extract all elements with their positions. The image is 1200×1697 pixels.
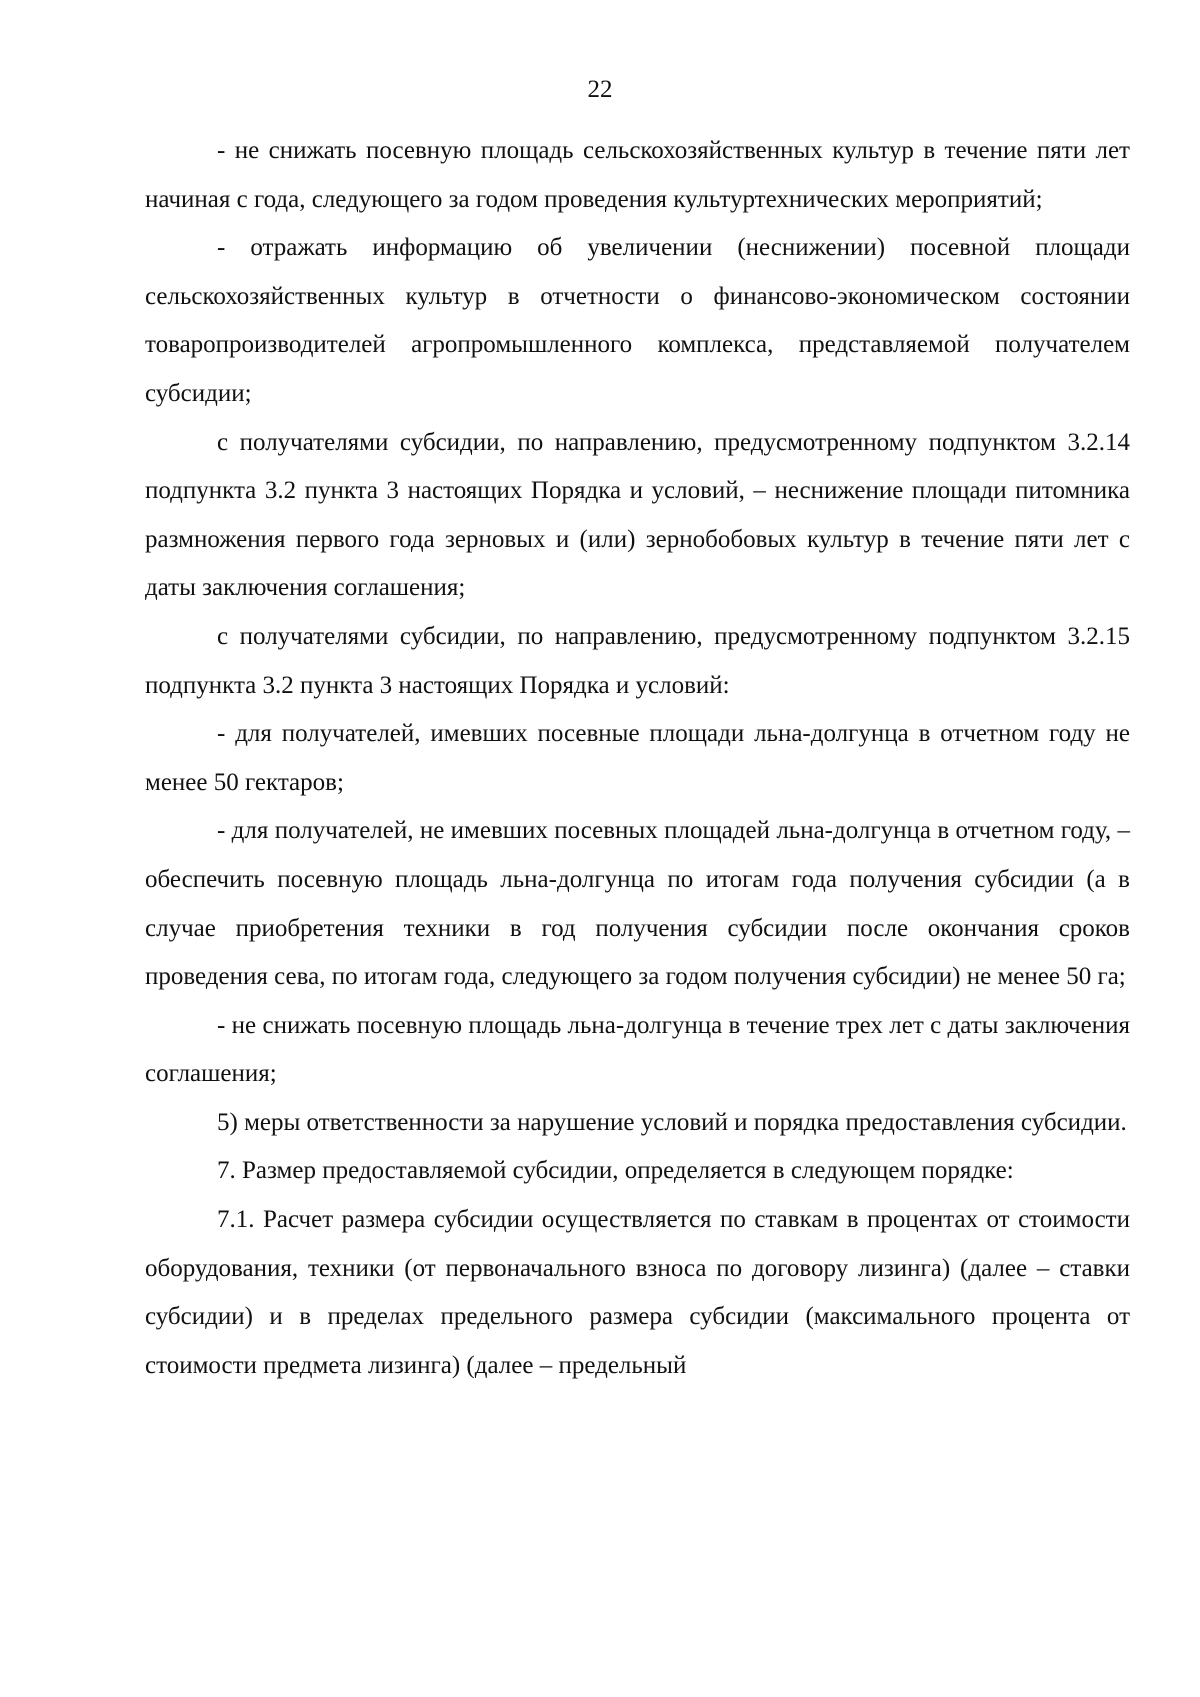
page-number: 22 xyxy=(587,76,613,103)
paragraph-reporting-sowing-area: - отражать информацию об увеличении (неснижении) посевной площади сельскохозяйственных культур в отчетности о финансово-экономическом состоянии товаропроизводителей агропромышленного комплекса, представляемой получателем субсидии; xyxy=(145,234,1130,407)
paragraph-liability-measures: 5) меры ответственности за нарушение условий и порядка предоставления субсидии. xyxy=(217,1108,1127,1136)
paragraph-recipients-with-flax: - для получателей, имевших посевные площади льна-долгунца в отчетном году не менее 50 гектаров; xyxy=(145,720,1130,796)
paragraph-recipients-without-flax: - для получателей, не имевших посевных площадей льна-долгунца в отчетном году, – обеспечить посевную площадь льна-долгунца по итогам года получения субсидии (а в случае приобретения техники в год получения субсидии после окончания сроков проведения сева, по итогам года, следующего за годом получения субсидии) не менее 50 га; xyxy=(145,817,1130,991)
paragraph-subparagraph-3-2-14: с получателями субсидии, по направлению, предусмотренному подпунктом 3.2.14 подпункта 3.2 пункта 3 настоящих Порядка и условий, – неснижение площади питомника размножения первого года зерновых и (или) зернобобовых культур в течение пяти лет с даты заключения соглашения; xyxy=(145,428,1130,602)
paragraph-section-7-subsidy-size: 7. Размер предоставляемой субсидии, определяется в следующем порядке: xyxy=(217,1157,1014,1185)
paragraph-flax-three-years: - не снижать посевную площадь льна-долгунца в течение трех лет с даты заключения соглашения; xyxy=(145,1011,1130,1088)
document-body xyxy=(145,127,1130,1390)
paragraph-section-7-1-calculation: 7.1. Расчет размера субсидии осуществляется по ставкам в процентах от стоимости оборудования, техники (от первоначального взноса по договору лизинга) (далее – ставки субсидии) и в пределах предельного размера субсидии (максимального процента от стоимости предмета лизинга) (далее – предельный xyxy=(145,1206,1130,1379)
paragraph-subparagraph-3-2-15: с получателями субсидии, по направлению, предусмотренному подпунктом 3.2.15 подпункта 3.2 пункта 3 настоящих Порядка и условий: xyxy=(145,622,1130,699)
paragraph-sowing-area-five-years: - не снижать посевную площадь сельскохозяйственных культур в течение пяти лет начиная с года, следующего за годом проведения культуртехнических мероприятий; xyxy=(145,137,1130,213)
